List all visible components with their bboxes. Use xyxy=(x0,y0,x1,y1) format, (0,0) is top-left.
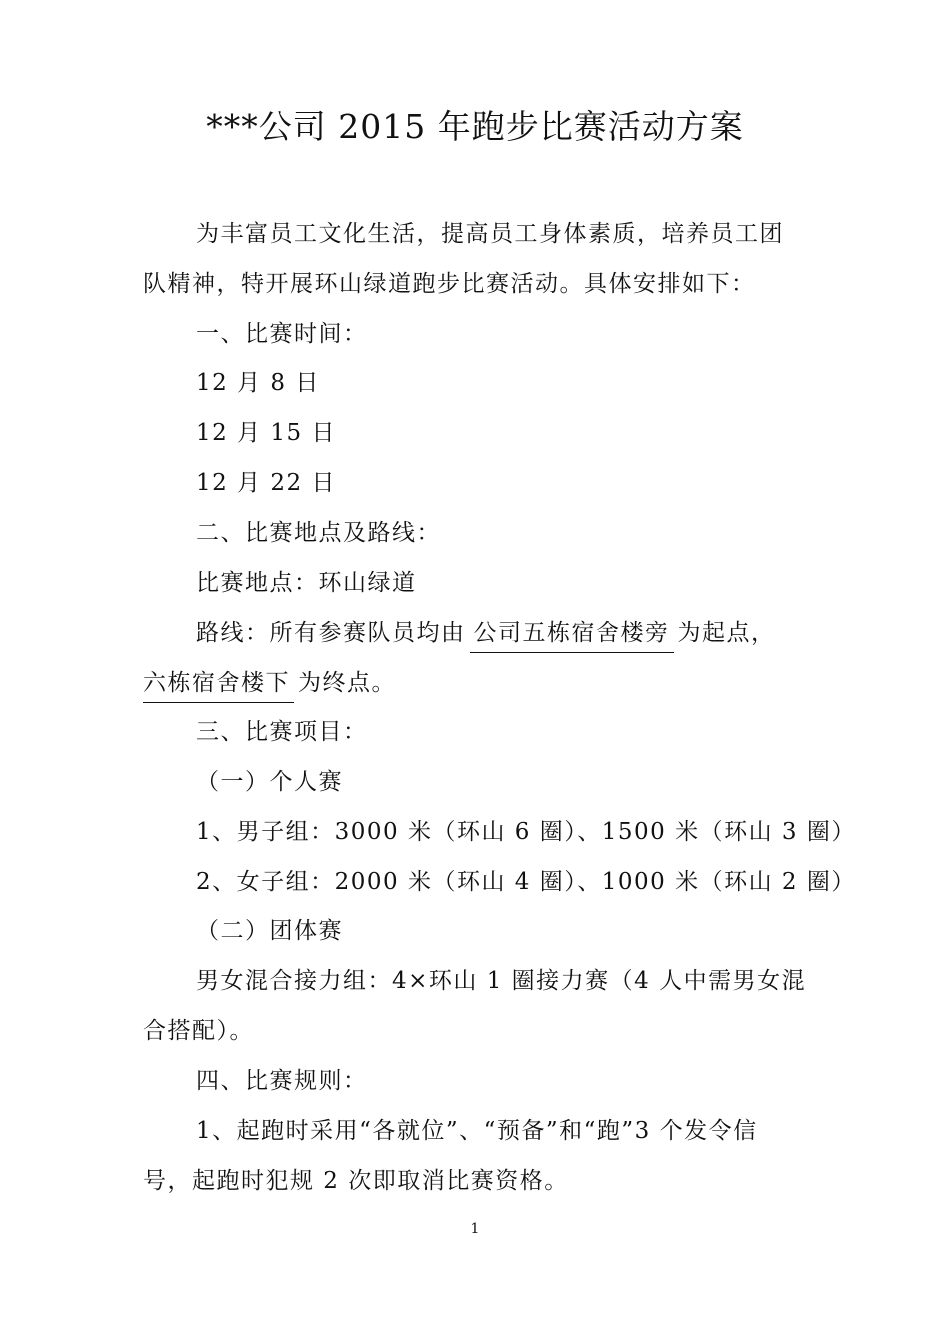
route-start-blank: 公司五栋宿舍楼旁 xyxy=(470,614,674,653)
section-rules-heading: 四、比赛规则： xyxy=(196,1068,368,1094)
rule-1-line-1: 1、起跑时采用“各就位”、“预备”和“跑”3 个发令信 xyxy=(196,1118,758,1144)
page-number: 1 xyxy=(470,1221,480,1237)
intro-line-1: 为丰富员工文化生活，提高员工身体素质，培养员工团 xyxy=(196,221,784,247)
relay-line-1: 男女混合接力组：4×环山 1 圈接力赛（4 人中需男女混 xyxy=(196,968,807,994)
section-events-heading: 三、比赛项目： xyxy=(196,719,368,745)
route-mid: 为起点， xyxy=(677,620,776,646)
section-location-heading: 二、比赛地点及路线： xyxy=(196,520,441,546)
route-suffix: 为终点。 xyxy=(298,670,396,696)
relay-line-2: 合搭配）。 xyxy=(143,1018,254,1044)
individual-heading: （一）个人赛 xyxy=(196,769,343,795)
rule-1-line-2: 号，起跑时犯规 2 次即取消比赛资格。 xyxy=(143,1168,569,1194)
location-line: 比赛地点：环山绿道 xyxy=(196,570,417,596)
date-item-2: 12 月 15 日 xyxy=(196,420,336,446)
date-item-1: 12 月 8 日 xyxy=(196,370,320,396)
intro-line-2: 队精神，特开展环山绿道跑步比赛活动。具体安排如下： xyxy=(143,271,756,297)
route-line-1 xyxy=(196,608,864,658)
route-end-blank: 六栋宿舍楼下 xyxy=(143,664,294,703)
page-title: ***公司 2015 年跑步比赛活动方案 xyxy=(206,107,744,146)
date-item-3: 12 月 22 日 xyxy=(196,470,336,496)
section-time-heading: 一、比赛时间： xyxy=(196,321,368,347)
women-events: 2、女子组：2000 米（环山 4 圈）、1000 米（环山 2 圈） xyxy=(196,869,856,895)
men-events: 1、男子组：3000 米（环山 6 圈）、1500 米（环山 3 圈） xyxy=(196,819,856,845)
route-line-2 xyxy=(143,658,811,708)
route-prefix: 路线：所有参赛队员均由 xyxy=(196,620,466,646)
team-heading: （二）团体赛 xyxy=(196,918,343,944)
